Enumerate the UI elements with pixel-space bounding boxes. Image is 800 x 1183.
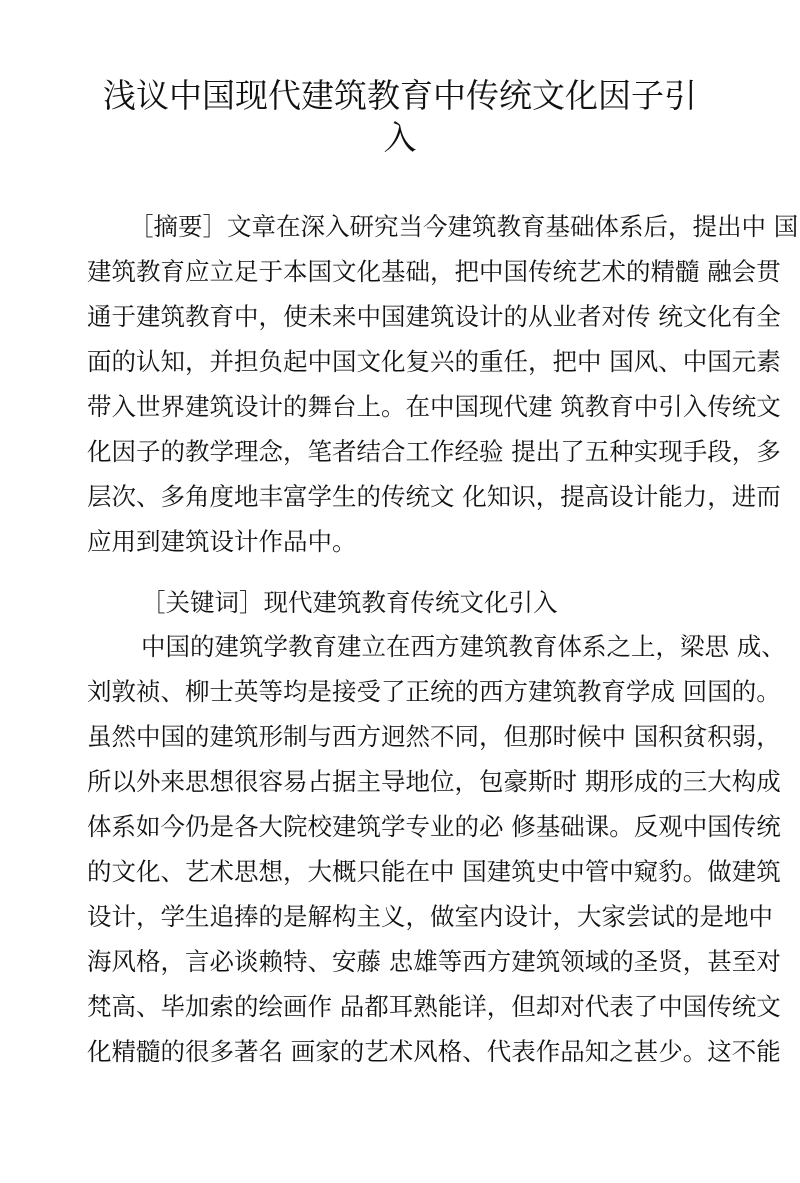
body-line-8: 海风格，言必谈赖特、安藤 忠雄等西方建筑领域的圣贤，甚至对	[87, 947, 781, 976]
abstract-line-8: 应用到建筑设计作品中。	[87, 527, 357, 556]
body-line-10: 化精髓的很多著名 画家的艺术风格、代表作品知之甚少。这不能	[87, 1037, 781, 1066]
title-line-2: 入	[383, 118, 417, 157]
abstract-line-7: 层次、多角度地丰富学生的传统文 化知识，提高设计能力，进而	[87, 482, 781, 511]
abstract-line-3: 通于建筑教育中，使未来中国建筑设计的从业者对传 统文化有全	[87, 302, 781, 331]
body-line-9: 梵高、毕加索的绘画作 品都耳熟能详，但却对代表了中国传统文	[87, 992, 781, 1021]
body-line-6: 的文化、艺术思想，大概只能在中 国建筑史中管中窥豹。做建筑	[87, 857, 781, 886]
title-line-1: 浅议中国现代建筑教育中传统文化因子引	[103, 76, 697, 115]
keywords-line: ［关键词］现代建筑教育传统文化引入	[141, 588, 558, 617]
abstract-line-6: 化因子的教学理念，笔者结合工作经验 提出了五种实现手段，多	[87, 437, 781, 466]
body-line-4: 所以外来思想很容易占据主导地位，包豪斯时 期形成的三大构成	[87, 767, 781, 796]
abstract-line-1: ［摘要］文章在深入研究当今建筑教育基础体系后，提出中 国	[129, 212, 799, 241]
body-line-3: 虽然中国的建筑形制与西方迥然不同，但那时候中 国积贫积弱，	[87, 722, 781, 751]
body-line-5: 体系如今仍是各大院校建筑学专业的必 修基础课。反观中国传统	[87, 812, 781, 841]
body-line-2: 刘敦祯、柳士英等均是接受了正统的西方建筑教育学成 回国的。	[87, 677, 781, 706]
abstract-line-4: 面的认知，并担负起中国文化复兴的重任，把中 国风、中国元素	[87, 347, 781, 376]
body-line-7: 设计，学生追捧的是解构主义，做室内设计，大家尝试的是地中	[87, 902, 773, 931]
abstract-line-2: 建筑教育应立足于本国文化基础，把中国传统艺术的精髓 融会贯	[87, 257, 781, 286]
abstract-line-5: 带入世界建筑设计的舞台上。在中国现代建 筑教育中引入传统文	[87, 392, 781, 421]
body-line-1: 中国的建筑学教育建立在西方建筑教育体系之上，梁思 成、	[141, 632, 786, 661]
